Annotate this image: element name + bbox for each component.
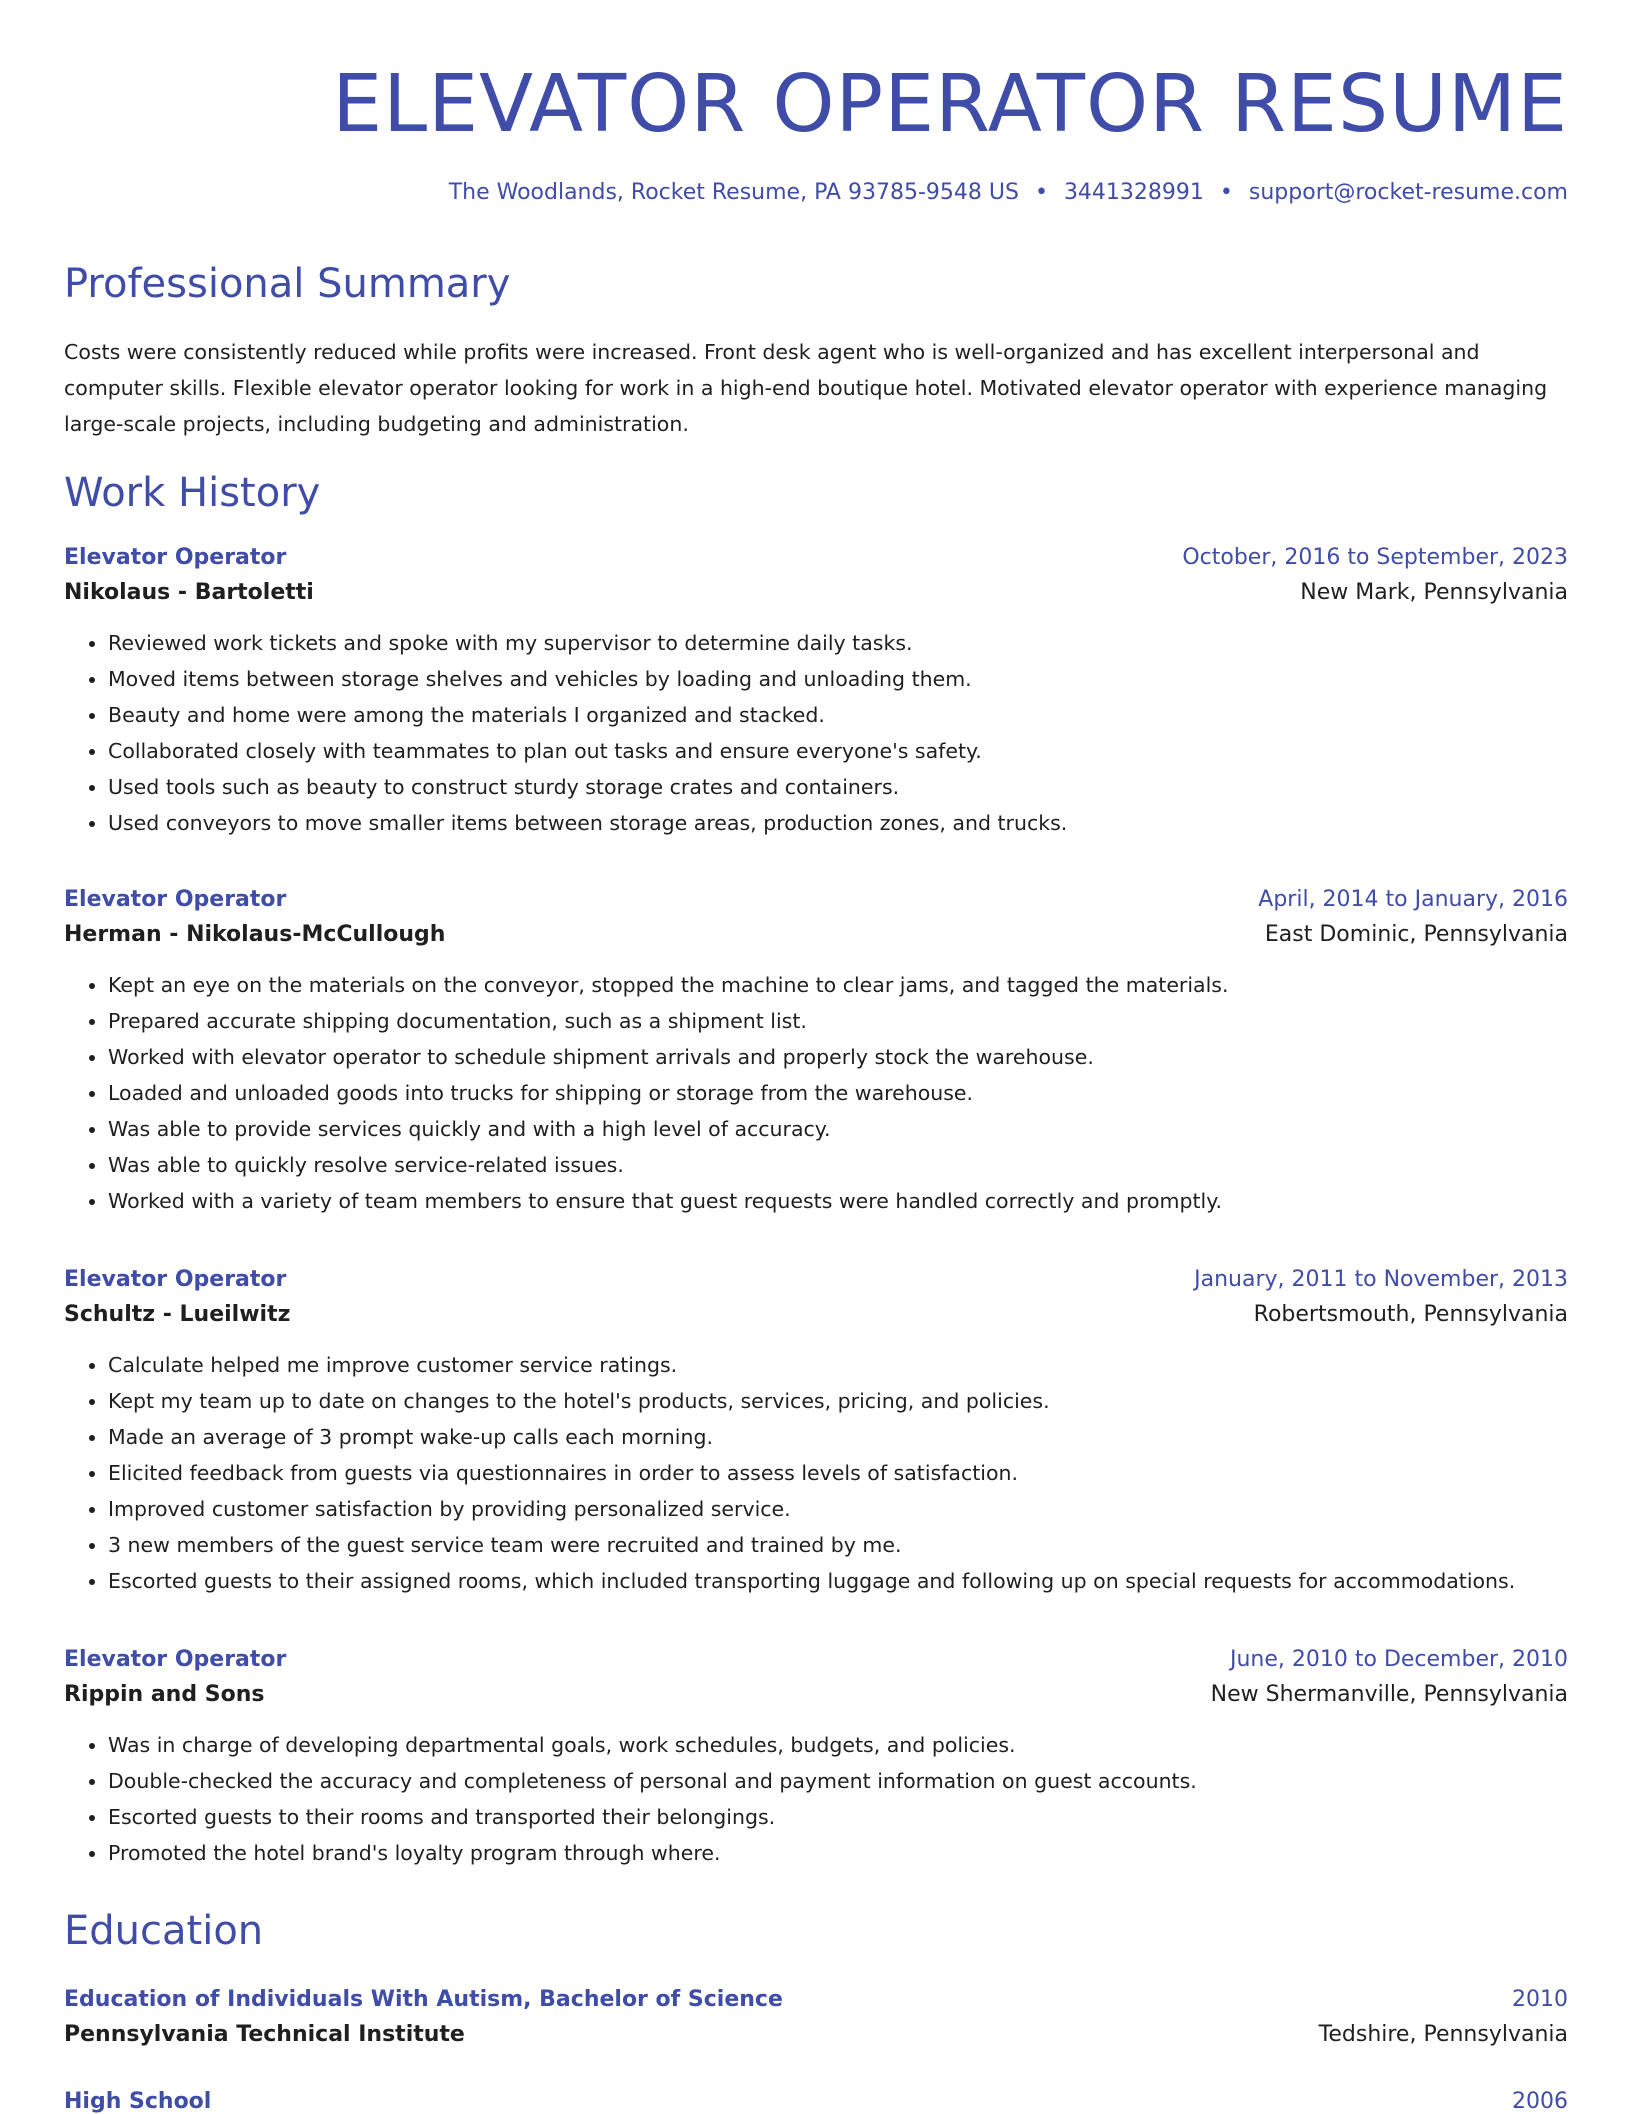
job-entry [64,1267,1568,1599]
list-item: • Calculate helped me improve customer service ratings. [108,1347,1568,1383]
list-item: • Escorted guests to their assigned rooms, which included transporting luggage and following up on special requests for accommodations. [108,1563,1568,1599]
job-bullets [64,967,1568,1219]
job-entry [64,545,1568,841]
list-item: • Made an average of 3 prompt wake-up calls each morning. [108,1419,1568,1455]
list-item: • Used conveyors to move smaller items between storage areas, production zones, and trucks. [108,805,1568,841]
list-item: • Was able to provide services quickly and with a high level of accuracy. [108,1111,1568,1147]
list-item: • Collaborated closely with teammates to plan out tasks and ensure everyone's safety. [108,733,1568,769]
contact-separator: • [1219,180,1233,205]
list-item: • Double-checked the accuracy and completeness of personal and payment information on guest accounts. [108,1763,1568,1799]
job-role: Elevator Operator [64,1267,287,1292]
list-item: • Kept an eye on the materials on the conveyor, stopped the machine to clear jams, and tagged the materials. [108,967,1568,1003]
list-item: • Worked with a variety of team members to ensure that guest requests were handled correctly and promptly. [108,1183,1568,1219]
education-location: Tedshire, Pennsylvania [1318,2022,1568,2047]
list-item: • Elicited feedback from guests via questionnaires in order to assess levels of satisfaction. [108,1455,1568,1491]
job-role: Elevator Operator [64,1647,287,1672]
contact-phone: 3441328991 [1063,180,1204,205]
list-item: • Improved customer satisfaction by providing personalized service. [108,1491,1568,1527]
job-dates: June, 2010 to December, 2010 [1229,1647,1568,1672]
job-entry [64,887,1568,1219]
job-company: Nikolaus - Bartoletti [64,580,314,605]
list-item: • Was able to quickly resolve service-related issues. [108,1147,1568,1183]
job-bullets [64,1727,1568,1871]
list-item: • Was in charge of developing departmental goals, work schedules, budgets, and policies. [108,1727,1568,1763]
job-entry [64,1647,1568,1871]
job-location: New Shermanville, Pennsylvania [1210,1682,1568,1707]
education-degree: High School [64,2089,212,2114]
list-item: • Kept my team up to date on changes to the hotel's products, services, pricing, and policies. [108,1383,1568,1419]
job-role: Elevator Operator [64,545,287,570]
education-heading: Education [64,1908,264,1954]
list-item: • Prepared accurate shipping documentation, such as a shipment list. [108,1003,1568,1039]
job-dates: October, 2016 to September, 2023 [1182,545,1568,570]
education-year: 2006 [1512,2089,1568,2114]
job-bullets [64,625,1568,841]
list-item: • Escorted guests to their rooms and transported their belongings. [108,1799,1568,1835]
education-school: Pennsylvania Technical Institute [64,2022,465,2047]
list-item: • Loaded and unloaded goods into trucks for shipping or storage from the warehouse. [108,1075,1568,1111]
contact-line [449,180,1568,205]
contact-address: The Woodlands, Rocket Resume, PA 93785-9548 US [448,180,1019,205]
job-role: Elevator Operator [64,887,287,912]
job-company: Herman - Nikolaus-McCullough [64,922,446,947]
list-item: • Beauty and home were among the materials I organized and stacked. [108,697,1568,733]
education-year: 2010 [1512,1987,1568,2012]
list-item: • Moved items between storage shelves and vehicles by loading and unloading them. [108,661,1568,697]
resume-title: ELEVATOR OPERATOR RESUME [332,58,1568,150]
list-item: • Promoted the hotel brand's loyalty program through where. [108,1835,1568,1871]
education-entry [64,1987,1568,2047]
summary-heading: Professional Summary [64,261,511,307]
list-item: • 3 new members of the guest service team were recruited and trained by me. [108,1527,1568,1563]
contact-email: support@rocket-resume.com [1248,180,1568,205]
job-dates: January, 2011 to November, 2013 [1194,1267,1568,1292]
resume-page [64,0,1568,2114]
list-item: • Reviewed work tickets and spoke with my supervisor to determine daily tasks. [108,625,1568,661]
job-bullets [64,1347,1568,1599]
list-item: • Used tools such as beauty to construct sturdy storage crates and containers. [108,769,1568,805]
job-dates: April, 2014 to January, 2016 [1258,887,1568,912]
education-entry [64,2089,1568,2114]
education-degree: Education of Individuals With Autism, Bachelor of Science [64,1987,783,2012]
list-item: • Worked with elevator operator to schedule shipment arrivals and properly stock the warehouse. [108,1039,1568,1075]
job-location: Robertsmouth, Pennsylvania [1253,1302,1568,1327]
job-company: Schultz - Lueilwitz [64,1302,291,1327]
summary-text: Costs were consistently reduced while profits were increased. Front desk agent who is well-organized and has excellent interpersonal and computer skills. Flexible elevator operator looking for work in a high-end boutique hotel. Motivated elevator operator with experience managing large-scale projects, including budgeting and administration. [64,340,1548,436]
contact-separator: • [1034,180,1048,205]
job-location: East Dominic, Pennsylvania [1264,922,1568,947]
job-company: Rippin and Sons [64,1682,265,1707]
work-history-heading: Work History [64,470,321,516]
job-location: New Mark, Pennsylvania [1300,580,1568,605]
